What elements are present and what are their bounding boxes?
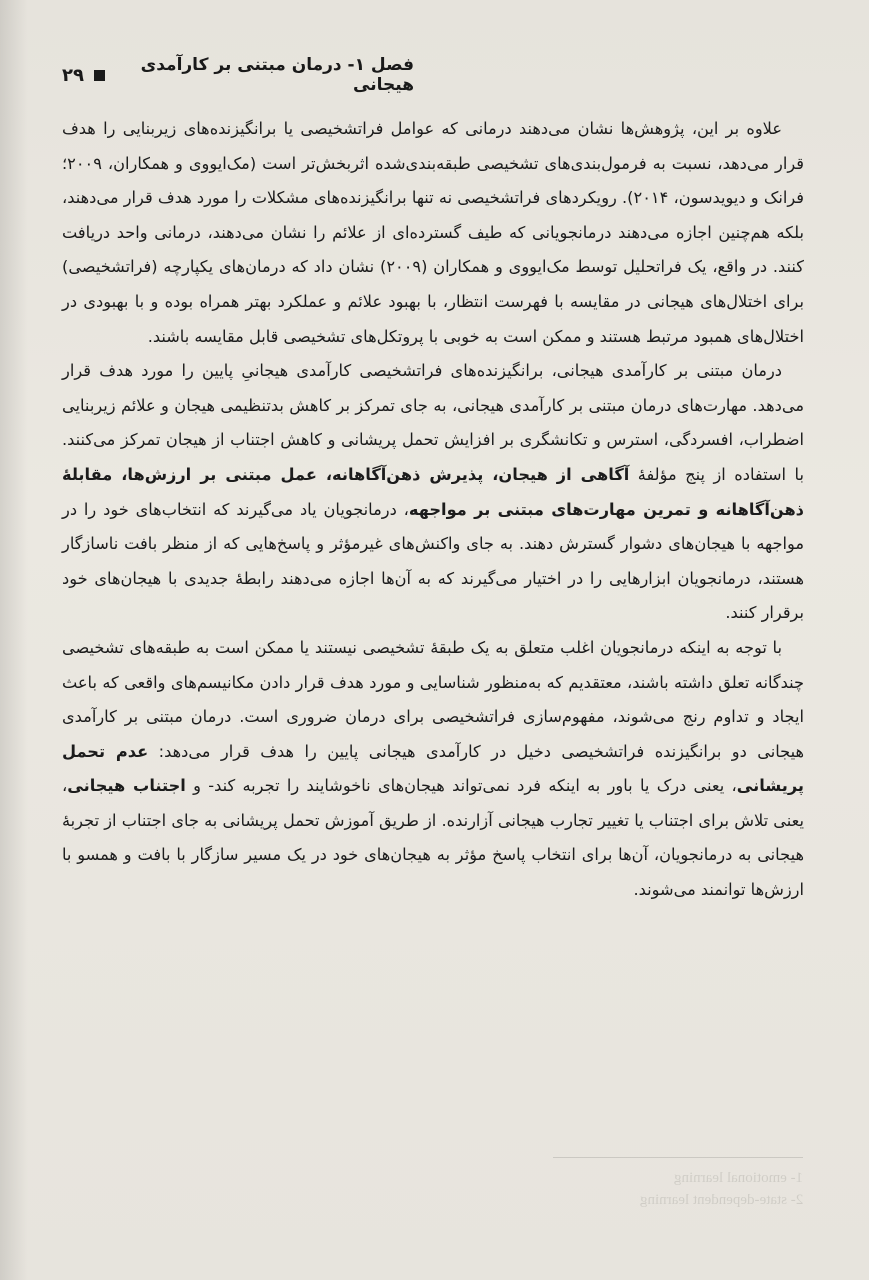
bold-term: عدم تحمل پریشانی xyxy=(62,741,804,796)
running-header xyxy=(62,55,414,95)
bleed-through-footnote: 1- emotional learning xyxy=(673,1170,803,1186)
page-gutter-shadow xyxy=(0,0,28,1280)
bleed-through-rule xyxy=(553,1157,803,1158)
paragraph-text: علاوه بر این، پژوهش‌ها نشان می‌دهند درمانی که عوامل فراتشخیصی یا برانگیزنده‌های زیربنایی را هدف قرار می‌دهد، نسبت به فرمول‌بندی‌های تشخیصی طبقه‌بندی‌شده اثربخش‌تر است (مک‌ایووی و همکاران، ۲۰۰۹؛ فرانک و دیویدسون، ۲۰۱۴). رویکردهای فراتشخیصی نه تنها برانگیزنده‌های مشکلات را مورد هدف قرار می‌دهند، بلکه هم‌چنین اجازه می‌دهند درمانجویانی که طیف گسترده‌ای از علائم را نشان می‌دهند، درمانی واحد دریافت کنند. در واقع، یک فراتحلیل توسط مک‌ایووی و همکاران (۲۰۰۹) نشان داد که درمان‌های یکپارچه (فراتشخیصی) برای اختلال‌های هیجانی در مقایسه با فهرست انتظار، با بهبود علائم و عملکرد بهتر همراه بوده و با بهبودی در اختلال‌های همبود مرتبط هستند و ممکن است به خوبی با پروتکل‌های تشخیصی قابل مقایسه باشند. xyxy=(62,119,805,346)
paragraph-text: ، درمانجویان یاد می‌گیرند که انتخاب‌های خود را در مواجهه با هیجان‌های دشوار گسترش دهند. به جای واکنش‌های غیرمؤثر و پاسخ‌هایی که از منظر بافت ناسازگار هستند، درمانجویان ابزارهایی را در اختیار می‌گیرند که به آن‌ها اجازه می‌دهند رابطهٔ جدیدی با هیجان‌های خود برقرار کنند. xyxy=(62,499,804,623)
body-text xyxy=(62,112,804,908)
bleed-through-footnote: 2- state-dependent learning xyxy=(639,1192,803,1208)
paragraph xyxy=(62,631,804,908)
header-square-icon xyxy=(94,70,105,81)
paragraph-text: درمان مبتنی بر کارآمدی هیجانی، برانگیزنده‌های فراتشخیصی کارآمدی هیجانیِ پایین را مورد هدف قرار می‌دهد. مهارت‌های درمان مبتنی بر کارآمدی هیجانی، به جای تمرکز بر کاهش بدتنظیمی هیجان و علائم زیربنایی اضطراب، افسردگی، استرس و تکانشگری بر افزایش تحمل پریشانی و کاهش اجتناب از هیجان تمرکز می‌کنند. با استفاده از پنج مؤلفهٔ xyxy=(62,361,804,484)
bold-term: اجتناب هیجانی xyxy=(67,776,186,796)
paragraph-text: ، یعنی تلاش برای اجتناب یا تغییر تجارب هیجانی آزارنده. از طریق آموزش تحمل پریشانی به جای اجتناب از تجربهٔ هیجانی به درمانجویان، آن‌ها برای انتخاب پاسخ مؤثر به هیجان‌های خود در یک مسیر سازگار با بافت و همسو با ارزش‌ها توانمند می‌شوند. xyxy=(62,776,804,900)
bold-term: آگاهی از هیجان، پذیرش ذهن‌آگاهانه، عمل مبتنی بر ارزش‌ها، مقابلهٔ ذهن‌آگاهانه و تمرین مهارت‌های مبتنی بر مواجهه xyxy=(62,464,804,519)
paragraph-text: ، یعنی درک یا باور به اینکه فرد نمی‌تواند هیجان‌های ناخوشایند را تجربه کند- و xyxy=(185,776,737,796)
paragraph-text: با توجه به اینکه درمانجویان اغلب متعلق به یک طبقهٔ تشخیصی نیستند یا ممکن است به طبقه‌های تشخیصی چندگانه تعلق داشته باشند، معتقدیم که به‌منظور شناسایی و مورد هدف قرار دادن مکانیسم‌های واقعی که باعث ایجاد و تداوم رنج می‌شوند، مفهوم‌سازی فراتشخیصی برای درمان ضروری است. درمان مبتنی بر کارآمدی هیجانی دو برانگیزنده فراتشخیصی دخیل در کارآمدی هیجانی پایین را هدف قرار می‌دهد: xyxy=(62,637,804,761)
chapter-title: فصل ۱- درمان مبتنی بر کارآمدی هیجانی xyxy=(140,55,414,95)
paragraph xyxy=(62,354,804,631)
page-number: ۲۹ xyxy=(62,64,84,86)
paragraph xyxy=(62,112,804,354)
